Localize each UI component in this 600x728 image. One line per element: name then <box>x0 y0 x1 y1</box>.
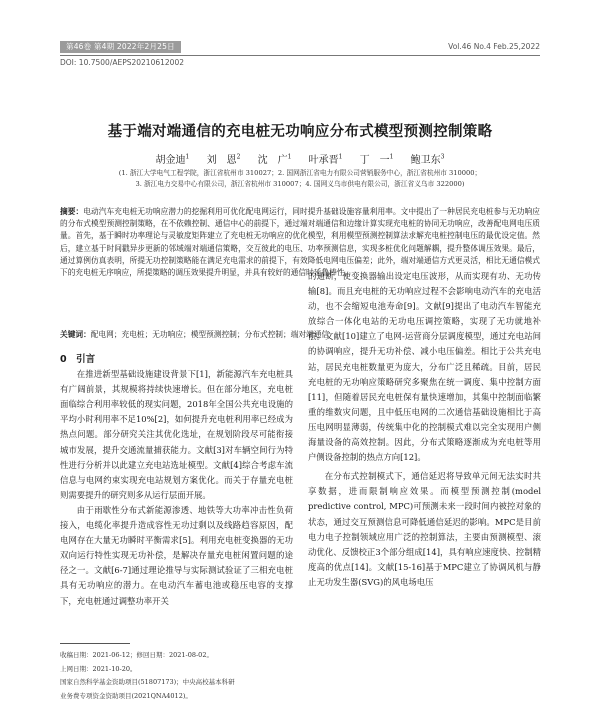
author: 沈 广$^1$ <box>257 153 292 166</box>
body-column-left <box>60 352 293 609</box>
body-paragraph: 在推进新型基础设施建设背景下[1]，新能源汽车充电桩具有广阔前景，其规模将持续快速增长。但在部分地区，充电桩面临综合利用率较低的现实问题，2018年全国公共充电设施的平均小时利用率不足10%[2]，如何提升充电桩利用率已经成为热点问题。部分研究关注其优化选址，在规划阶段尽可能衔接城市发展，提升交通流量捕获能力。文献[3]对车辆空间行为特性进行分析并以此建立充电站选址模型。文献[4]综合考虑车流信息与电网约束实现充电站规划方案优化。而关于存量充电桩则需要提升的研究则多从运行层面开展。 <box>60 369 293 500</box>
page-header <box>0 0 600 70</box>
section-heading: 0 引言 <box>60 354 96 365</box>
abstract-text: 电动汽车充电桩无功响应潜力的挖掘利用可优化配电网运行，同时提升基础设施容量利用率。文中提出了一种居民充电桩参与无功响应的分布式模型预测控制策略，在不依赖控制、通信中心的前提下，通过端对端通信和边缘计算实现充电桩的协同无功响应，改善配电网电压质量。首先，基于瞬时功率理论与灵敏度矩阵建立了充电桩无功响应的优化模型，利用模型预测控制算法求解充电桩控制电压的最优设定值。然后，建立基于时间戳异步更新的邻域端对端通信策略，交互彼此的电压、功率预测信息，实现多桩优化问题解耦，提升整体调压效果。最后，通过算例仿真表明，所提无功控制策略能在满足充电需求的前提下，有效降低电网电压偏差；此外，端对端通信方式更灵活，相比无通信模式下的充电桩无序响应，所提策略的调压效果提升明显，并具有较好的通信时延鲁棒性。 <box>60 207 540 278</box>
body-paragraph: 的通断，使变换器输出设定电压波形，从而实现有功、无功传输[8]。而且充电桩的无功响应过程不会影响电动汽车的充电活动，也不会缩短电池寿命[9]。文献[9]提出了电动汽车智能充放综合一体化电站的无功电压调控策略，实现了无功就地补偿。文献[10]建立了电网-运营商分层调度模型，通过充电站间的协调响应，提升无功补偿、减小电压偏差。相比于公共充电站，居民充电桩数量更为庞大，分布广泛且稀疏。目前，居民充电桩的无功响应策略研究多聚焦在统一调度、集中控制方面[11]，但随着居民充电桩保有量快速增加，其集中控制面临繁重的维数灾问题，且中低压电网的二次通信基础设施相比于高压电网明显薄弱，传统集中化的控制模式难以完全实现用户侧海量设备的高效控制。因此，分布式策略逐渐成为充电桩等用户侧设备控制的热点方向[12]。 <box>308 271 541 463</box>
footnote-rule <box>60 643 130 644</box>
body-column-right <box>308 269 541 590</box>
footnotes <box>60 649 293 703</box>
abstract-label: 摘要： <box>60 207 84 216</box>
keywords-text: 配电网；充电桩；无功响应；模型预测控制；分布式控制；端对端通信 <box>90 330 330 339</box>
footnote-line: 上网日期：2021-10-20。 <box>60 664 137 673</box>
header-rule <box>60 55 540 56</box>
affiliation-line: 3. 浙江电力交易中心有限公司，浙江省杭州市 310007；4. 国网义乌市供电有限公司，浙江省义乌市 322000) <box>135 180 465 188</box>
paper-title: 基于端对端通信的充电桩无功响应分布式模型预测控制策略 <box>107 124 493 140</box>
author: 刘 恩$^2$ <box>206 153 241 166</box>
author: 叶承晋$^1$ <box>308 153 343 166</box>
author-list <box>40 151 560 166</box>
affiliations <box>70 168 530 190</box>
affiliation-line: (1. 浙江大学电气工程学院，浙江省杭州市 310027；2. 国网浙江省电力有限公司营销服务中心，浙江省杭州市 310000； <box>118 169 482 177</box>
footnote-line: 收稿日期：2021-06-12；修回日期：2021-08-02。 <box>60 651 213 659</box>
body-paragraph: 由于雨歇性分布式新能源渗透、地铁等大功率冲击性负荷接入，电缆化率提升造成容性无功过剩以及线路趋容原因，配电网存在大量无功瞬时平衡需求[5]。利用充电桩变换器的无功双向运行特性实现无功补偿，是解决存量充电桩闲置问题的途径之一。文献[6-7]通过理论推导与实际测试验证了三相充电桩具有无功响应的潜力。在电动汽车蓄电池或稳压电容的支撑下，充电桩通过调整功率开关 <box>60 504 293 606</box>
journal-issue-english: Vol.46 No.4 Feb.25,2022 <box>448 42 540 51</box>
journal-issue-badge: 第46卷 第4期 2022年2月25日 <box>60 41 181 53</box>
footnote-line: 国家自然科学基金资助项目(51807173)；中央高校基本科研 <box>60 678 235 686</box>
body-paragraph: 在分布式控制模式下，通信延迟将导致单元间无法实时共享数据，进而限制响应效果。而模型预测控制(model predictive control, MPC)可预测未来一段时间内被控对象的状态，通过交互预测信息可降低通信延迟的影响。MPC是目前电力电子控制领域应用广泛的控制算法，主要由预测模型、滚动优化、反馈校正3个部分组成[14]，具有响应速度快、控制精度高的优点[14]。文献[15-16]基于MPC建立了协调风机与静止无功发生器(SVG)的风电场电压 <box>308 471 541 587</box>
keywords-label: 关键词： <box>60 330 91 339</box>
author: 鲍卫东$^3$ <box>410 153 445 166</box>
footnote-line: 业务费专项资金资助项目(2021QNA4012)。 <box>60 691 192 700</box>
author: 丁 一$^1$ <box>359 153 394 166</box>
doi: DOI: 10.7500/AEPS20210612002 <box>60 58 184 67</box>
author: 胡金迪$^1$ <box>155 153 190 166</box>
